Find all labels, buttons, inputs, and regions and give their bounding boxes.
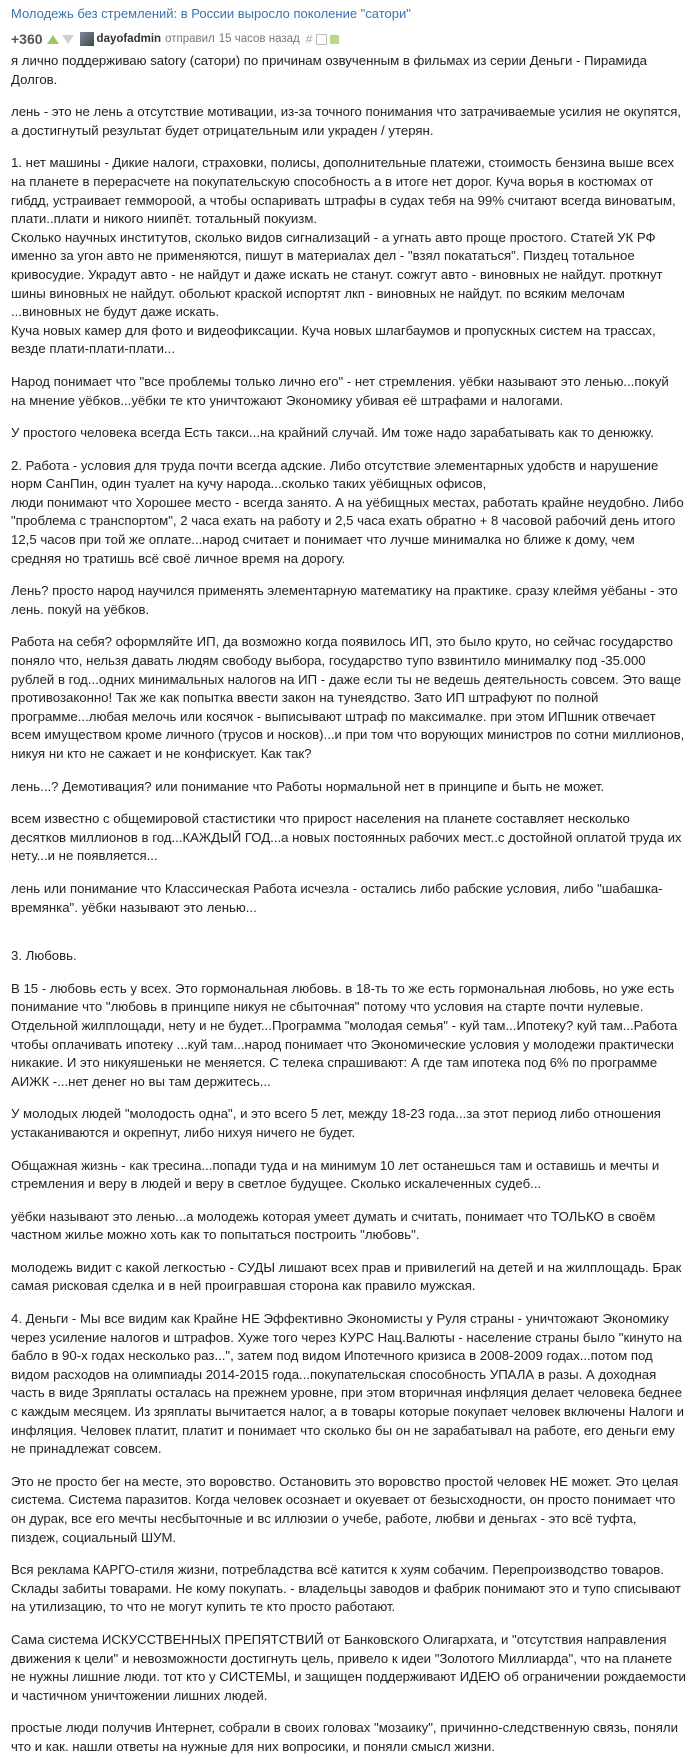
- paragraph: молодежь видит с какой легкостью - СУДЫ лишают всех прав и привилегий на детей и на жилплощадь. Брак самая рисковая сделка и в ней проигравшая сторона как правило мужская.: [11, 1259, 682, 1294]
- timestamp: 15 часов назад: [218, 33, 300, 45]
- avatar[interactable]: [80, 32, 94, 46]
- flag-icon[interactable]: [330, 35, 339, 44]
- paragraph: В 15 - любовь есть у всех. Это гормональная любовь. в 18-ть то же есть гормональная любовь, но уже есть понимание что "любовь в принципе никуя не сбыточная" потому что условия на старте почти нулевые. Отдельной жилплощади, нету и не будет...Программа "молодая семья" - куй там...Ипотеку? куй там...Работа чтобы оплачивать ипотеку ...куй там...народ понимает что Экономические условия у молодежи практически никакие. И это никуяшеньки не меняется. С телека спрашивают: А где там ипотека под 6% по программе АИЖК -...нет денег но вы там держитесь...: [11, 980, 678, 1089]
- paragraph: Работа на себя? оформляйте ИП, да возможно когда появилось ИП, это было круто, но сейчас государство поняло что, нельзя давать людям свободу выбора, государство тупо взвинтило минималку под -35.000 рублей в год...одних минимальных налогов на ИП - даже если ты не ведешь деятельность совсем. Это ваще противозаконно! Так же как попытка ввести закон на тунеядство. Зато ИП штрафуют по полной программе...любая мелочь или косячок - выписывают штраф по максималке. при этом ИПшник отвечает всем имуществом кроме личного (трусов и носков)...и при том что ворующих министров по сотни миллионов, никуя ни кто не сажает и не конфискует. Как так?: [11, 634, 685, 761]
- paragraph: лень...? Демотивация? или понимание что Работы нормальной нет в принципе и быть не может.: [11, 778, 605, 794]
- paragraph: 2. Работа - условия для труда почти всегда адские. Либо отсутствие элементарных удобств и нарушение норм СанПин, один туалет на кучу народа...сколько таких уёбищных офисов, люди понимают что Хорошее место - всегда занято. А на уёбищных местах, работать крайне неудобно. Либо "проблема с транспортом", 2 часа ехать на работу и 2,5 часа ехать обратно + 8 часовой рабочий день итого 12,5 часов при той же оплате...народ считает и понимает что лучше минималка но ближе к дому, чем средняя но тратишь всё своё личное время на дорогу.: [11, 457, 684, 566]
- action-text: отправил: [165, 33, 215, 45]
- section-heading: 3. Любовь.: [11, 948, 77, 964]
- paragraph: всем известно с общемировой стастистики что прирост населения на планете составляет несколько десятков миллионов в год...КАЖДЫЙ ГОД...а новых постоянных рабочих мест..с достойной оплатой труда их нету...и не появляется...: [11, 811, 682, 864]
- paragraph: Общажная жизнь - как тресина...попади туда и на минимум 10 лет останешься там и оставишь и мечты и стремления и веру в людей и веру в светлое будущее. Сколько искалеченных судеб...: [11, 1157, 660, 1192]
- paragraph: уёбки называют это ленью...а молодежь которая умеет думать и считать, понимает что ТОЛЬКО в своём частном жилье можно хоть как то попытаться построить "любовь".: [11, 1208, 656, 1243]
- paragraph: лень - это не лень а отсутствие мотивации, из-за точного понимания что затрачиваемые усилия не окупятся, а достигнутый результат будет отрицательным или украден / утерян.: [11, 104, 682, 138]
- paragraph: Сама система ИСКУССТВЕННЫХ ПРЕПЯТСТВИЙ от Банковского Олигархата, и "отсутствия направления движения к цели" и невозможности достигнуть цель, привело к идеи "Золотого Миллиарда", что на планете не нужны лишние люди. тот кто у СИСТЕМЫ, и защищен поддерживают ИДЕЮ об ограничении рождаемости и частичном уничтожении лишних людей.: [11, 1631, 686, 1703]
- comment-meta: [11, 30, 339, 48]
- vote-up-icon[interactable]: [47, 35, 59, 44]
- author-name[interactable]: dayofadmin: [96, 33, 162, 45]
- reply-icon[interactable]: [316, 34, 327, 45]
- paragraph: 1. нет машины - Дикие налоги, страховки, полисы, дополнительные платежи, стоимость бензина выше всех на планете в перерасчете на покупательскую способность а в итоге нет дорог. Куча ворья в костюмах от гибдд, устраивает геммороой, а чтобы оспаривать штрафы в судах тебя на 99% считают всегда виноватым, плати..плати и никого ниипёт. тотальный покуизм. Сколько научных институтов, сколько видов сигнализаций - а угнать авто проще простого. Статей УК РФ именно за угон авто не применяются, пишут в материалах дел - "взял покататься". Пиздец тотальное кривосудие. Украдут авто - не найдут и даже искать не станут. сожгут авто - виновных не найдут. проткнут шины виновных не найдут. обольют краской испортят лкп - виновных не найдут. по всяким мелочам ...виновных не будут даже искать. Куча новых камер для фото и видеофиксации. Куча новых шлагбаумов и пропускных систем на трассах, везде плати-плати-плати...: [11, 155, 676, 357]
- vote-down-icon[interactable]: [62, 35, 74, 44]
- permalink-hash[interactable]: #: [305, 32, 313, 46]
- paragraph: я лично поддерживаю satory (сатори) по причинам озвученным в фильмах из серии Деньги - Пирамида Долгов.: [11, 53, 648, 87]
- comment-body: [11, 52, 687, 1757]
- paragraph: Народ понимает что "все проблемы только лично его" - нет стремления. уёбки называют это ленью...покуй на мнение уёбков...уёбки те кто уничтожают Экономику убивая её штрафами и налогами.: [11, 373, 669, 408]
- paragraph: Лень? просто народ научился применять элементарную математику на практике. сразу клеймя уёбаны - это лень. покуй на уёбков.: [11, 583, 678, 617]
- paragraph: Вся реклама КАРГО-стиля жизни, потребладства всё катится к хуям собачим. Перепроизводство товаров. Склады забиты товарами. Не кому покупать. - владельцы заводов и фабрик понимают это и тупо списывают на утилизацию, то что не могут купить те кто просто работают.: [11, 1562, 681, 1615]
- paragraph: У молодых людей "молодость одна", и это всего 5 лет, между 18-23 года...за этот период либо отношения устаканиваются и окрепнут, либо нихуя ничего не будет.: [11, 1106, 661, 1140]
- paragraph: 4. Деньги - Мы все видим как Крайне НЕ Эффективно Экономисты у Руля страны - уничтожают Экономику через усиление налогов и штрафов. Хуже того через КУРС Нац.Валюты - население страны было "кинуто на бабло в 90-х годах несколько раз...", затем под видом Ипотечного кризиса в 2008-2009 годах...потом под видом расходов на олимпиады 2014-2015 года...покупательская способность УПАЛА в разы. А доходная часть в виде Зряплаты осталась на прежнем уровне, при этом вторичная инфляция делает человека беднее с каждым месяцем. Из зряплаты вычитается налог, а в товары которые покупает человек включены Налоги и инфляция. Человек платит, платит и понимает что сколько бы он не зарабатывал на работе, его деньги ему не принадлежат совсем.: [11, 1311, 685, 1457]
- paragraph: Это не просто бег на месте, это воровство. Остановить это воровство простой человек НЕ может. Это целая система. Система паразитов. Когда человек осознает и окуевает от безысходности, он просто понимает что он дурак, все его мечты несбыточные и вс иллюзии о учебе, работе, любви и деньгах - это всё туфта, пиздеж, социальный ШУМ.: [11, 1473, 679, 1545]
- paragraph: У простого человека всегда Есть такси...на крайний случай. Им тоже надо зарабатывать как то денюжку.: [11, 425, 654, 441]
- score-value: +360: [11, 31, 43, 47]
- paragraph: простые люди получив Интернет, собрали в своих головах "мозаику", причинно-следственную связь, поняли что и как. нашли ответы на нужные для них вопросики, и поняли смысл жизни.: [11, 1720, 678, 1754]
- paragraph: лень или понимание что Классическая Работа исчезла - остались либо рабские условия, либо "шабашка-времянка". уёбки называют это ленью...: [11, 880, 663, 915]
- post-title-link[interactable]: Молодежь без стремлений: в России выросло поколение "сатори": [11, 6, 411, 21]
